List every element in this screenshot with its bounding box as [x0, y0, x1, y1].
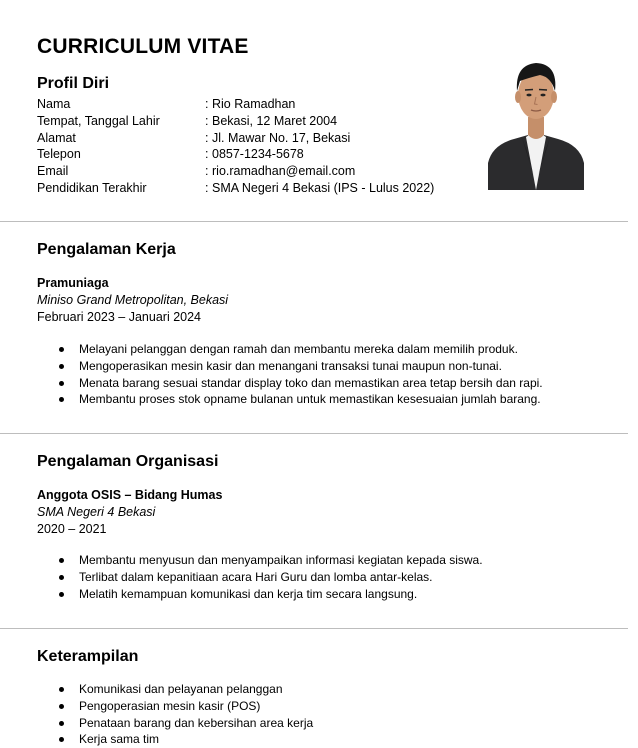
divider: [0, 628, 628, 629]
profile-label: Email: [37, 164, 69, 179]
list-item: Penataan barang dan kebersihan area kerja: [57, 715, 313, 732]
work-duties: [57, 341, 543, 408]
profile-value: Rio Ramadhan: [212, 97, 296, 111]
organization-position: Anggota OSIS – Bidang Humas: [37, 488, 223, 502]
work-heading: Pengalaman Kerja: [37, 241, 176, 258]
profile-separator: :: [205, 97, 209, 111]
organization-duties: [57, 552, 483, 602]
profile-row-address: [37, 130, 434, 147]
profile-separator: :: [205, 164, 209, 179]
list-item: Terlibat dalam kepanitiaan acara Hari Guru dan lomba antar-kelas.: [57, 569, 483, 586]
skills-heading: Keterampilan: [37, 648, 139, 665]
profile-row-education: [37, 180, 434, 197]
divider: [0, 433, 628, 434]
profile-separator: :: [205, 180, 209, 195]
profile-separator: :: [205, 147, 209, 162]
profile-label: Tempat, Tanggal Lahir: [37, 113, 160, 128]
list-item: Mengoperasikan mesin kasir dan menangani transaksi tunai maupun non-tunai.: [57, 358, 543, 375]
profile-row-email: [37, 163, 434, 180]
profile-value: Jl. Mawar No. 17, Bekasi: [212, 130, 351, 145]
profile-photo-illustration: [488, 51, 584, 190]
profile-label: Pendidikan Terakhir: [37, 180, 147, 195]
page-title: CURRICULUM VITAE: [37, 35, 249, 58]
organization-entry: [37, 487, 222, 538]
profile-label: Telepon: [37, 147, 81, 162]
profile-heading: Profil Diri: [37, 75, 110, 92]
list-item: Membantu menyusun dan menyampaikan informasi kegiatan kepada siswa.: [57, 552, 483, 569]
profile-row-birth: [37, 113, 434, 130]
organization-heading: Pengalaman Organisasi: [37, 453, 219, 470]
profile-row-name: [37, 96, 434, 113]
profile-label: Nama: [37, 97, 71, 111]
organization-institution: SMA Negeri 4 Bekasi: [37, 505, 156, 519]
list-item: Kerja sama tim: [57, 731, 313, 748]
list-item: Komunikasi dan pelayanan pelanggan: [57, 681, 313, 698]
work-company: Miniso Grand Metropolitan, Bekasi: [37, 293, 229, 307]
list-item: Melayani pelanggan dengan ramah dan membantu mereka dalam memilih produk.: [57, 341, 543, 358]
organization-period: 2020 – 2021: [37, 522, 107, 536]
work-entry: [37, 275, 228, 326]
profile-separator: :: [205, 130, 209, 145]
skills-list: [57, 681, 313, 748]
profile-value: SMA Negeri 4 Bekasi (IPS - Lulus 2022): [212, 180, 435, 195]
divider: [0, 221, 628, 222]
list-item: Pengoperasian mesin kasir (POS): [57, 698, 313, 715]
profile-label: Alamat: [37, 130, 76, 145]
list-item: Menata barang sesuai standar display toko dan memastikan area tetap bersih dan rapi.: [57, 375, 543, 392]
profile-value: rio.ramadhan@email.com: [212, 164, 356, 179]
work-position: Pramuniaga: [37, 276, 109, 290]
profile-separator: :: [205, 113, 209, 128]
list-item: Membantu proses stok opname bulanan untuk memastikan kesesuaian jumlah barang.: [57, 391, 543, 408]
list-item: Melatih kemampuan komunikasi dan kerja tim secara langsung.: [57, 586, 483, 603]
profile-table: [37, 96, 434, 197]
profile-row-phone: [37, 146, 434, 163]
profile-photo: [488, 51, 584, 190]
work-period: Februari 2023 – Januari 2024: [37, 310, 202, 324]
profile-value: Bekasi, 12 Maret 2004: [212, 113, 338, 128]
profile-value: 0857-1234-5678: [212, 147, 304, 162]
